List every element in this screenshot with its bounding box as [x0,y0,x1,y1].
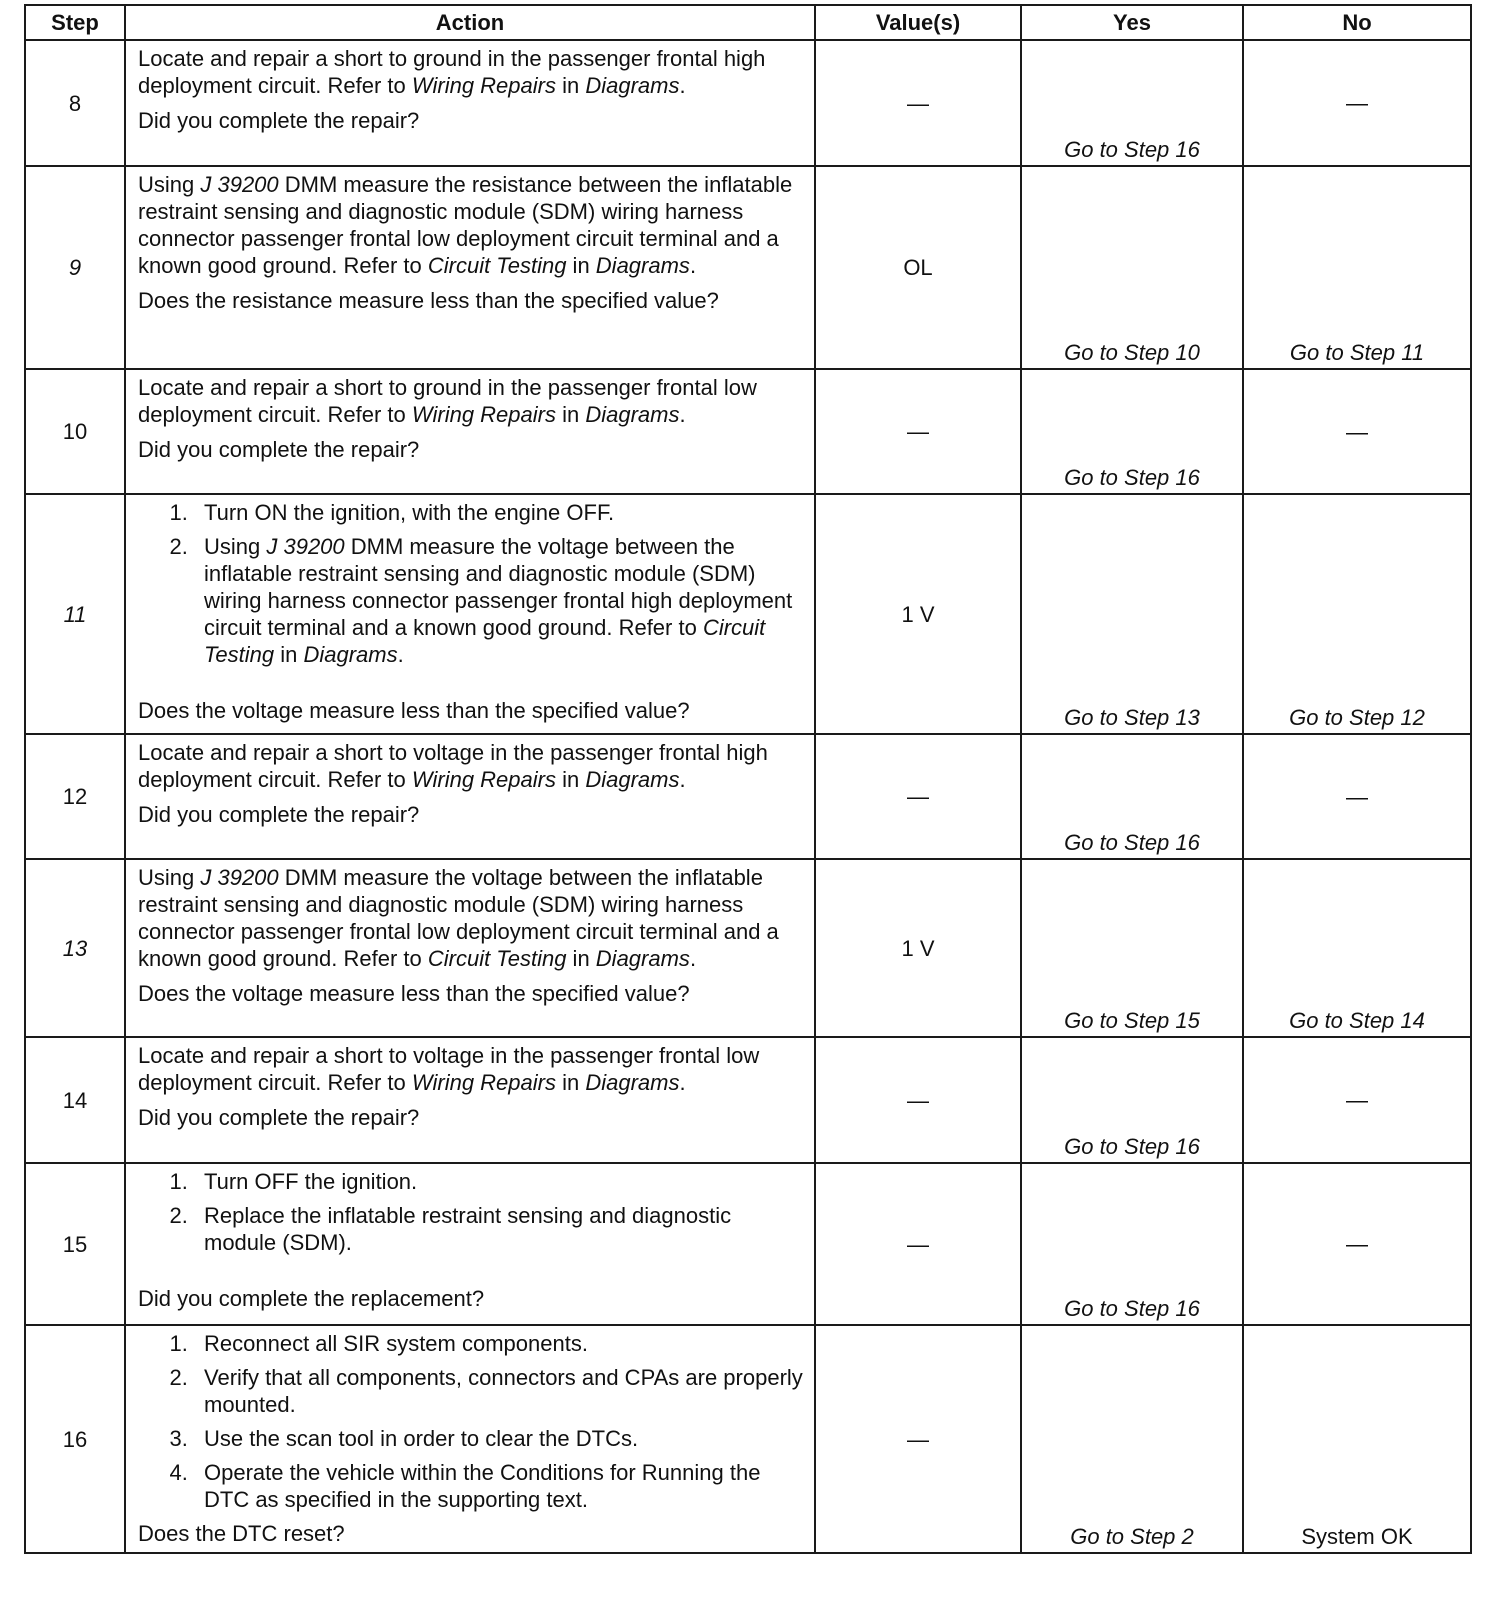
action-list [138,1330,806,1513]
yes-result: Go to Step 15 [1064,1008,1200,1033]
list-item: 1. Turn OFF the ignition. [194,1168,806,1195]
yes-result: Go to Step 16 [1064,830,1200,855]
yes-result: Go to Step 16 [1064,137,1200,162]
action-text: Locate and repair a short to ground in the passenger frontal high deployment circuit. Refer to Wiring Repairs in Diagrams. [138,46,766,98]
action-cell [125,1037,815,1163]
action-cell [125,734,815,859]
step-number: 15 [25,1163,125,1325]
step-number: 11 [25,494,125,734]
yes-result: Go to Step 16 [1064,1134,1200,1159]
yes-cell [1021,1325,1243,1553]
step-number: 9 [25,166,125,369]
step-number: 16 [25,1325,125,1553]
step-number: 10 [25,369,125,494]
table-row [25,494,1471,734]
value-cell: 1 V [815,859,1021,1037]
value-cell: — [815,40,1021,166]
no-cell [1243,734,1471,859]
action-question: Did you complete the repair? [138,802,420,827]
action-cell [125,1163,815,1325]
header-value: Value(s) [815,5,1021,40]
action-cell [125,494,815,734]
value-cell: — [815,734,1021,859]
action-question: Did you complete the repair? [138,108,420,133]
header-action: Action [125,5,815,40]
no-cell [1243,494,1471,734]
no-cell [1243,1325,1471,1553]
action-list [138,499,806,668]
no-result: Go to Step 11 [1289,340,1425,365]
header-no: No [1243,5,1471,40]
step-number: 14 [25,1037,125,1163]
yes-result: Go to Step 13 [1064,705,1200,730]
yes-result: Go to Step 16 [1064,1296,1200,1321]
no-cell [1243,40,1471,166]
action-cell [125,859,815,1037]
no-result: — [1346,1087,1368,1113]
step-number: 8 [25,40,125,166]
action-question: Does the voltage measure less than the specified value? [138,698,690,723]
action-cell [125,40,815,166]
no-cell [1243,1037,1471,1163]
yes-cell [1021,859,1243,1037]
no-result: Go to Step 14 [1289,1008,1425,1033]
action-list [138,1168,806,1256]
yes-result: Go to Step 16 [1064,465,1200,490]
table-row [25,1163,1471,1325]
action-text: Locate and repair a short to voltage in the passenger frontal low deployment circuit. Refer to Wiring Repairs in Diagrams. [138,1043,760,1095]
action-text: Locate and repair a short to ground in the passenger frontal low deployment circuit. Refer to Wiring Repairs in Diagrams. [138,375,757,427]
yes-cell [1021,494,1243,734]
step-number: 13 [25,859,125,1037]
action-cell [125,1325,815,1553]
yes-cell [1021,1163,1243,1325]
table-row [25,734,1471,859]
list-item: 1. Turn ON the ignition, with the engine OFF. [194,499,806,526]
action-question: Did you complete the replacement? [138,1286,485,1311]
list-item: 2. Verify that all components, connectors and CPAs are properly mounted. [194,1364,806,1418]
value-cell: — [815,1325,1021,1553]
list-item: 4. Operate the vehicle within the Conditions for Running the DTC as specified in the supporting text. [194,1459,806,1513]
action-text: Locate and repair a short to voltage in the passenger frontal high deployment circuit. Refer to Wiring Repairs in Diagrams. [138,740,768,792]
action-question: Does the DTC reset? [138,1521,345,1546]
table-row [25,1037,1471,1163]
action-question: Did you complete the repair? [138,1105,420,1130]
table-row [25,1325,1471,1553]
no-result: — [1346,419,1368,444]
yes-cell [1021,40,1243,166]
table-row [25,369,1471,494]
action-text: Using J 39200 DMM measure the resistance between the inflatable restraint sensing and diagnostic module (SDM) wiring harness connector passenger frontal low deployment circuit terminal and a known good ground. Refer to Circuit Testing in Diagrams. [138,172,793,278]
action-cell [125,369,815,494]
list-item: 2. Using J 39200 DMM measure the voltage between the inflatable restraint sensing and diagnostic module (SDM) wiring harness connector passenger frontal high deployment circuit terminal and a known good ground. Refer to Circuit Testing in Diagrams. [194,533,806,668]
step-number: 12 [25,734,125,859]
yes-cell [1021,734,1243,859]
value-cell: — [815,369,1021,494]
value-cell: OL [815,166,1021,369]
table-row [25,40,1471,166]
value-cell: — [815,1037,1021,1163]
header-row [25,5,1471,40]
list-item: 1. Reconnect all SIR system components. [194,1330,806,1357]
no-cell [1243,166,1471,369]
yes-cell [1021,369,1243,494]
no-cell [1243,1163,1471,1325]
action-question: Did you complete the repair? [138,437,420,462]
no-result: System OK [1301,1524,1413,1549]
no-result: — [1346,784,1368,809]
value-cell: — [815,1163,1021,1325]
no-result: — [1346,90,1368,116]
action-text: Using J 39200 DMM measure the voltage between the inflatable restraint sensing and diagnostic module (SDM) wiring harness connector passenger frontal low deployment circuit terminal and a known good ground. Refer to Circuit Testing in Diagrams. [138,865,779,971]
action-cell [125,166,815,369]
table-row [25,859,1471,1037]
diagnostic-table [24,4,1472,1554]
table-row [25,166,1471,369]
action-question: Does the resistance measure less than the specified value? [138,288,719,313]
no-result: Go to Step 12 [1289,705,1425,730]
header-step: Step [25,5,125,40]
action-question: Does the voltage measure less than the specified value? [138,981,690,1006]
yes-result: Go to Step 10 [1064,340,1200,365]
list-item: 2. Replace the inflatable restraint sensing and diagnostic module (SDM). [194,1202,806,1256]
list-item: 3. Use the scan tool in order to clear the DTCs. [194,1425,806,1452]
no-result: — [1346,1231,1368,1257]
yes-result: Go to Step 2 [1070,1524,1194,1549]
yes-cell [1021,166,1243,369]
header-yes: Yes [1021,5,1243,40]
no-cell [1243,859,1471,1037]
yes-cell [1021,1037,1243,1163]
value-cell: 1 V [815,494,1021,734]
no-cell [1243,369,1471,494]
